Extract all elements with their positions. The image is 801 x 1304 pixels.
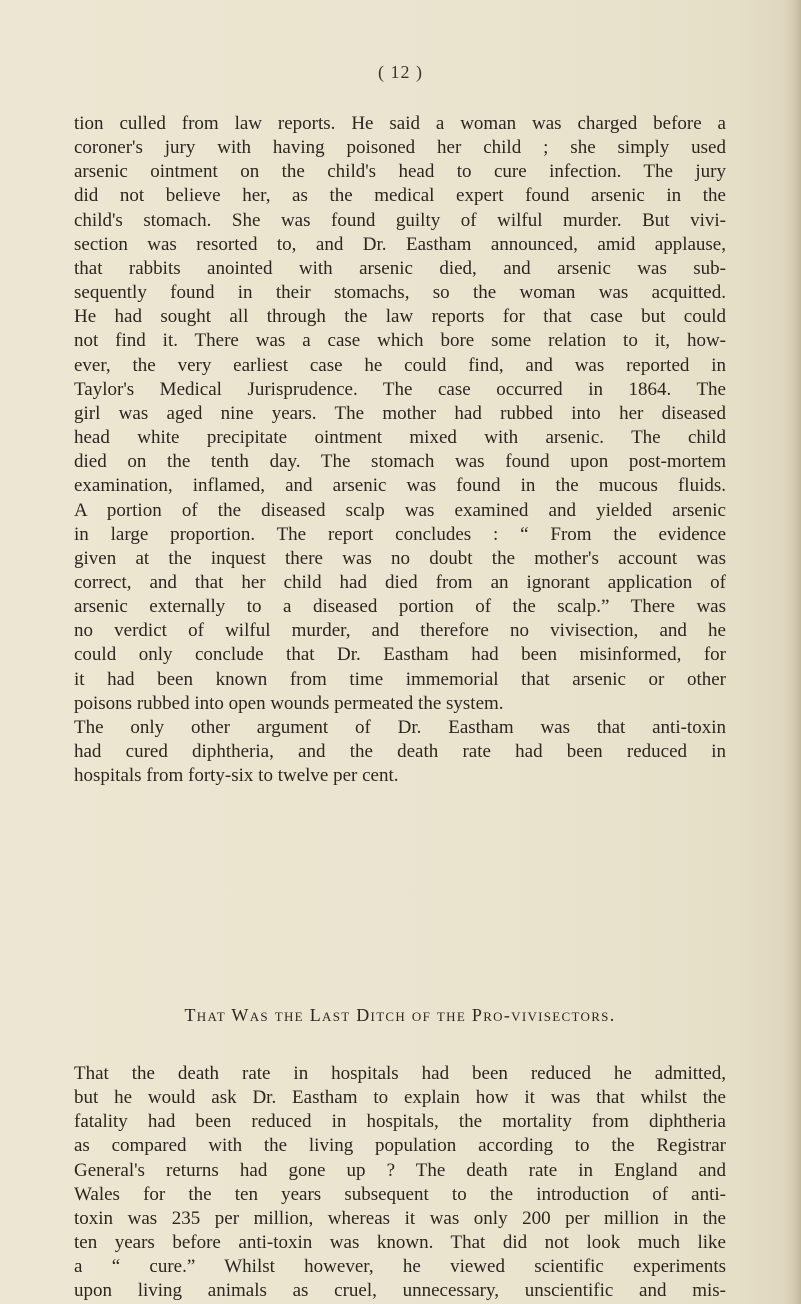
text-line: ten years before anti-toxin was known. That did not look much like	[74, 1232, 726, 1254]
text-line: The only other argument of Dr. Eastham was that anti-toxin	[74, 716, 726, 738]
paragraph-1	[74, 112, 726, 788]
text-line: sequently found in their stomachs, so the woman was acquitted.	[74, 282, 726, 304]
text-line: no verdict of wilful murder, and therefore no vivisection, and he	[74, 620, 726, 642]
text-line: Taylor's Medical Jurisprudence. The case occurred in 1864. The	[74, 378, 726, 400]
text-line: hospitals from forty-six to twelve per cent.	[74, 765, 399, 787]
text-line: He had sought all through the law reports for that case but could	[74, 306, 726, 328]
text-line: given at the inquest there was no doubt the mother's account was	[74, 547, 726, 569]
text-line: tion culled from law reports. He said a woman was charged before a	[74, 113, 726, 134]
text-line: A portion of the diseased scalp was examined and yielded arsenic	[74, 499, 726, 521]
text-line: not find it. There was a case which bore some relation to it, how-	[74, 330, 726, 352]
text-line: That the death rate in hospitals had been reduced he admitted,	[74, 1063, 726, 1084]
page-edge-shadow	[783, 0, 801, 1304]
text-line: correct, and that her child had died from an ignorant application of	[74, 571, 726, 593]
text-line: girl was aged nine years. The mother had rubbed into her diseased	[74, 402, 726, 424]
text-line: arsenic externally to a diseased portion of the scalp.” There was	[74, 596, 726, 618]
paragraph-2	[74, 1062, 726, 1304]
text-line: examination, inflamed, and arsenic was found in the mucous fluids.	[74, 475, 726, 497]
page-number: ( 12 )	[378, 62, 423, 82]
text-line: had cured diphtheria, and the death rate had been reduced in	[74, 741, 726, 763]
text-line: a “ cure.” Whilst however, he viewed scientific experiments	[74, 1256, 726, 1278]
text-line: as compared with the living population according to the Registrar	[74, 1135, 726, 1157]
text-line: ever, the very earliest case he could find, and was reported in	[74, 354, 726, 376]
text-line: General's returns had gone up ? The death rate in England and	[74, 1159, 726, 1181]
text-line: child's stomach. She was found guilty of wilful murder. But vivi-	[74, 209, 726, 231]
section-heading: That Was the Last Ditch of the Pro-vivisectors.	[184, 1005, 616, 1025]
text-line: section was resorted to, and Dr. Eastham announced, amid applause,	[74, 233, 726, 255]
text-line: upon living animals as cruel, unnecessary, unscientific and mis-	[74, 1280, 726, 1302]
text-line: it had been known from time immemorial that arsenic or other	[74, 668, 726, 690]
text-line: did not believe her, as the medical expert found arsenic in the	[74, 185, 726, 207]
text-line: poisons rubbed into open wounds permeated the system.	[74, 692, 504, 714]
text-line: fatality had been reduced in hospitals, the mortality from diphtheria	[74, 1111, 726, 1133]
text-line: head white precipitate ointment mixed with arsenic. The child	[74, 427, 726, 449]
text-line: died on the tenth day. The stomach was found upon post-mortem	[74, 451, 726, 473]
text-line: but he would ask Dr. Eastham to explain how it was that whilst the	[74, 1087, 726, 1109]
text-line: that rabbits anointed with arsenic died, and arsenic was sub-	[74, 257, 726, 279]
text-line: in large proportion. The report concludes : “ From the evidence	[74, 523, 726, 545]
text-line: arsenic ointment on the child's head to cure infection. The jury	[74, 161, 726, 183]
text-line: could only conclude that Dr. Eastham had been misinformed, for	[74, 644, 726, 666]
text-line: toxin was 235 per million, whereas it was only 200 per million in the	[74, 1207, 726, 1229]
text-line: coroner's jury with having poisoned her child ; she simply used	[74, 137, 726, 159]
text-line: Wales for the ten years subsequent to the introduction of anti-	[74, 1183, 726, 1205]
